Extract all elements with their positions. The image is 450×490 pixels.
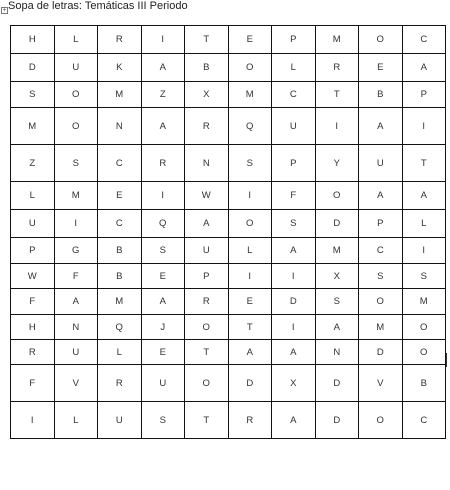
grid-row xyxy=(11,108,446,145)
grid-row xyxy=(11,54,446,82)
letter-cell[interactable]: N xyxy=(185,145,229,182)
letter-cell[interactable]: M xyxy=(54,182,98,210)
letter-cell[interactable]: Q xyxy=(141,210,185,238)
letter-cell[interactable]: U xyxy=(141,365,185,402)
grid-row xyxy=(11,365,446,402)
letter-cell[interactable]: C xyxy=(272,82,316,108)
letter-cell[interactable]: P xyxy=(272,26,316,54)
letter-cell[interactable]: C xyxy=(402,26,446,54)
letter-cell[interactable]: O xyxy=(228,210,272,238)
letter-cell[interactable]: S xyxy=(141,402,185,439)
word-search-grid xyxy=(10,25,446,439)
letter-cell[interactable]: Q xyxy=(228,108,272,145)
letter-cell[interactable]: P xyxy=(185,264,229,289)
letter-cell[interactable]: S xyxy=(228,145,272,182)
letter-cell[interactable]: O xyxy=(54,82,98,108)
letter-cell[interactable]: O xyxy=(54,108,98,145)
letter-cell[interactable]: U xyxy=(272,108,316,145)
grid-row xyxy=(11,182,446,210)
letter-cell[interactable]: B xyxy=(98,264,142,289)
letter-cell[interactable]: P xyxy=(359,210,403,238)
letter-cell[interactable]: T xyxy=(185,402,229,439)
letter-cell[interactable]: O xyxy=(359,26,403,54)
letter-cell[interactable]: S xyxy=(141,238,185,264)
letter-cell[interactable]: L xyxy=(228,238,272,264)
letter-cell[interactable]: Z xyxy=(141,82,185,108)
grid-row xyxy=(11,315,446,340)
letter-cell[interactable]: V xyxy=(54,365,98,402)
letter-cell[interactable]: I xyxy=(11,402,55,439)
letter-cell[interactable]: R xyxy=(141,145,185,182)
letter-cell[interactable]: L xyxy=(54,402,98,439)
letter-cell[interactable]: A xyxy=(272,402,316,439)
letter-cell[interactable]: M xyxy=(315,26,359,54)
letter-cell[interactable]: C xyxy=(402,402,446,439)
letter-cell[interactable]: A xyxy=(228,340,272,365)
letter-cell[interactable]: F xyxy=(11,365,55,402)
letter-cell[interactable]: F xyxy=(54,264,98,289)
letter-cell[interactable]: A xyxy=(272,340,316,365)
letter-cell[interactable]: P xyxy=(11,238,55,264)
grid-row xyxy=(11,264,446,289)
letter-cell[interactable]: S xyxy=(315,289,359,315)
letter-cell[interactable]: U xyxy=(11,210,55,238)
letter-cell[interactable]: P xyxy=(272,145,316,182)
grid-row xyxy=(11,145,446,182)
letter-cell[interactable]: H xyxy=(11,315,55,340)
letter-cell[interactable]: R xyxy=(185,108,229,145)
grid-row xyxy=(11,26,446,54)
letter-cell[interactable]: T xyxy=(228,315,272,340)
letter-cell[interactable]: W xyxy=(185,182,229,210)
letter-cell[interactable]: E xyxy=(141,264,185,289)
letter-cell[interactable]: E xyxy=(228,289,272,315)
letter-cell[interactable]: M xyxy=(228,82,272,108)
letter-cell[interactable]: W xyxy=(11,264,55,289)
letter-cell[interactable]: Q xyxy=(98,315,142,340)
letter-cell[interactable]: R xyxy=(98,365,142,402)
move-handle-icon[interactable]: + xyxy=(2,7,7,14)
letter-cell[interactable]: O xyxy=(402,315,446,340)
letter-cell[interactable]: I xyxy=(141,26,185,54)
letter-cell[interactable]: O xyxy=(359,402,403,439)
letter-cell[interactable]: F xyxy=(11,289,55,315)
letter-cell[interactable]: I xyxy=(272,315,316,340)
letter-cell[interactable]: O xyxy=(185,365,229,402)
letter-cell[interactable]: J xyxy=(141,315,185,340)
letter-cell[interactable]: L xyxy=(11,182,55,210)
letter-cell[interactable]: S xyxy=(11,82,55,108)
letter-cell[interactable]: C xyxy=(98,210,142,238)
letter-cell[interactable]: D xyxy=(228,365,272,402)
letter-cell[interactable]: M xyxy=(359,315,403,340)
letter-cell[interactable]: T xyxy=(185,340,229,365)
letter-cell[interactable]: U xyxy=(54,54,98,82)
letter-cell[interactable]: L xyxy=(272,54,316,82)
letter-cell[interactable]: T xyxy=(185,26,229,54)
letter-cell[interactable]: U xyxy=(185,238,229,264)
letter-cell[interactable]: B xyxy=(402,365,446,402)
letter-cell[interactable]: B xyxy=(98,238,142,264)
letter-cell[interactable]: I xyxy=(228,182,272,210)
letter-cell[interactable]: C xyxy=(98,145,142,182)
letter-cell[interactable]: I xyxy=(272,264,316,289)
letter-cell[interactable]: I xyxy=(54,210,98,238)
letter-cell[interactable]: I xyxy=(228,264,272,289)
letter-cell[interactable]: M xyxy=(402,289,446,315)
letter-cell[interactable]: X xyxy=(185,82,229,108)
letter-cell[interactable]: A xyxy=(141,289,185,315)
letter-cell[interactable]: D xyxy=(315,402,359,439)
letter-cell[interactable]: T xyxy=(315,82,359,108)
letter-cell[interactable]: R xyxy=(315,54,359,82)
grid-row xyxy=(11,289,446,315)
letter-cell[interactable]: A xyxy=(54,289,98,315)
letter-cell[interactable]: X xyxy=(315,264,359,289)
letter-cell[interactable]: D xyxy=(11,54,55,82)
text-cursor xyxy=(446,353,447,367)
letter-cell[interactable]: A xyxy=(402,182,446,210)
letter-cell[interactable]: D xyxy=(272,289,316,315)
letter-cell[interactable]: G xyxy=(54,238,98,264)
grid-row xyxy=(11,82,446,108)
letter-cell[interactable]: L xyxy=(98,340,142,365)
letter-cell[interactable]: R xyxy=(185,289,229,315)
document-title: Sopa de letras: Temáticas III Periodo xyxy=(8,0,188,12)
letter-cell[interactable]: E xyxy=(141,340,185,365)
letter-cell[interactable]: O xyxy=(185,315,229,340)
grid-row xyxy=(11,210,446,238)
letter-cell[interactable]: D xyxy=(315,210,359,238)
letter-cell[interactable]: B xyxy=(185,54,229,82)
letter-cell[interactable]: M xyxy=(315,238,359,264)
letter-cell[interactable]: S xyxy=(54,145,98,182)
letter-cell[interactable]: E xyxy=(228,26,272,54)
letter-cell[interactable]: O xyxy=(402,340,446,365)
letter-cell[interactable]: R xyxy=(98,26,142,54)
letter-cell[interactable]: S xyxy=(359,264,403,289)
letter-cell[interactable]: Y xyxy=(315,145,359,182)
letter-cell[interactable]: N xyxy=(315,340,359,365)
letter-cell[interactable]: O xyxy=(315,182,359,210)
letter-cell[interactable]: A xyxy=(402,54,446,82)
letter-cell[interactable]: F xyxy=(272,182,316,210)
grid-row xyxy=(11,402,446,439)
letter-cell[interactable]: A xyxy=(141,108,185,145)
letter-cell[interactable]: L xyxy=(402,210,446,238)
letter-cell[interactable]: O xyxy=(228,54,272,82)
letter-cell[interactable]: K xyxy=(98,54,142,82)
letter-cell[interactable]: D xyxy=(315,365,359,402)
letter-cell[interactable]: E xyxy=(98,182,142,210)
letter-cell[interactable]: O xyxy=(359,289,403,315)
letter-cell[interactable]: I xyxy=(402,108,446,145)
letter-cell[interactable]: L xyxy=(54,26,98,54)
letter-cell[interactable]: A xyxy=(359,182,403,210)
letter-cell[interactable]: M xyxy=(98,289,142,315)
letter-cell[interactable]: P xyxy=(402,82,446,108)
grid-row xyxy=(11,238,446,264)
letter-cell[interactable]: M xyxy=(11,108,55,145)
letter-cell[interactable]: C xyxy=(359,238,403,264)
letter-cell[interactable]: N xyxy=(54,315,98,340)
letter-cell[interactable]: S xyxy=(402,264,446,289)
letter-cell[interactable]: R xyxy=(11,340,55,365)
letter-cell[interactable]: H xyxy=(11,26,55,54)
letter-cell[interactable]: A xyxy=(272,238,316,264)
letter-cell[interactable]: I xyxy=(315,108,359,145)
letter-cell[interactable]: A xyxy=(141,54,185,82)
letter-cell[interactable]: Z xyxy=(11,145,55,182)
letter-cell[interactable]: I xyxy=(402,238,446,264)
letter-cell[interactable]: A xyxy=(315,315,359,340)
letter-cell[interactable]: M xyxy=(98,82,142,108)
letter-cell[interactable]: B xyxy=(359,82,403,108)
letter-cell[interactable]: U xyxy=(359,145,403,182)
letter-cell[interactable]: U xyxy=(98,402,142,439)
letter-cell[interactable]: S xyxy=(272,210,316,238)
letter-cell[interactable]: X xyxy=(272,365,316,402)
letter-cell[interactable]: R xyxy=(228,402,272,439)
letter-cell[interactable]: A xyxy=(359,108,403,145)
letter-cell[interactable]: T xyxy=(402,145,446,182)
letter-cell[interactable]: I xyxy=(141,182,185,210)
letter-cell[interactable]: N xyxy=(98,108,142,145)
letter-cell[interactable]: A xyxy=(185,210,229,238)
letter-cell[interactable]: D xyxy=(359,340,403,365)
grid-row xyxy=(11,340,446,365)
letter-cell[interactable]: U xyxy=(54,340,98,365)
letter-cell[interactable]: E xyxy=(359,54,403,82)
letter-cell[interactable]: V xyxy=(359,365,403,402)
